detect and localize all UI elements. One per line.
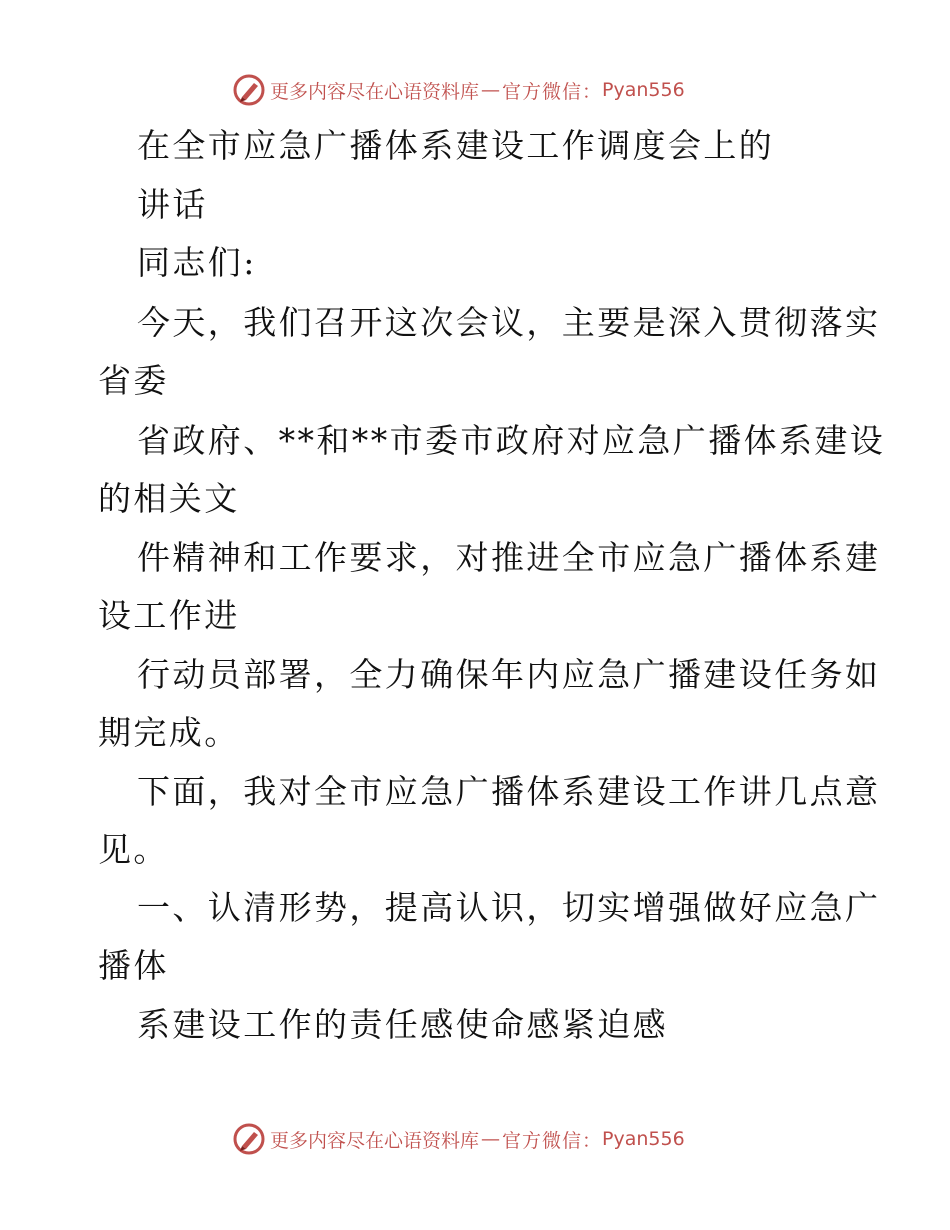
watermark-separator: —: [481, 1128, 501, 1150]
body-line: 下面，我对全市应急广播体系建设工作讲几点意: [137, 772, 881, 811]
salutation: 同志们:: [137, 243, 257, 282]
body-line: 件精神和工作要求，对推进全市应急广播体系建: [137, 538, 881, 577]
pen-logo-icon: [232, 1122, 266, 1156]
watermark-official-label: 官方微信：: [502, 80, 603, 103]
watermark-text: 更多内容尽在心语资料库: [270, 1129, 480, 1152]
watermark-official-label: 官方微信：: [502, 1129, 603, 1152]
document-title-line-2: 讲话: [137, 185, 208, 224]
body-line: 设工作进: [98, 596, 240, 635]
watermark-wechat-id: Pyan556: [602, 79, 685, 101]
body-line: 的相关文: [98, 479, 240, 518]
section-heading-line: 系建设工作的责任感使命感紧迫感: [137, 1005, 668, 1044]
watermark-wechat-id: Pyan556: [602, 1128, 685, 1150]
pen-logo-icon: [232, 73, 266, 107]
document-title-line-1: 在全市应急广播体系建设工作调度会上的: [137, 126, 775, 165]
body-line: 今天，我们召开这次会议，主要是深入贯彻落实: [137, 303, 881, 342]
footer-watermark: [232, 1121, 752, 1157]
body-line: 省委: [98, 361, 169, 400]
body-line: 见。: [98, 830, 169, 869]
body-line: 期完成。: [98, 713, 240, 752]
watermark-text: 更多内容尽在心语资料库: [270, 80, 480, 103]
body-line: 行动员部署，全力确保年内应急广播建设任务如: [137, 655, 881, 694]
body-line: 省政府、**和**市委市政府对应急广播体系建设: [137, 421, 886, 460]
section-heading-line: 一、认清形势，提高认识，切实增强做好应急广: [137, 888, 881, 927]
section-heading-line: 播体: [98, 946, 169, 985]
watermark-separator: —: [481, 79, 501, 101]
header-watermark: [232, 72, 752, 108]
